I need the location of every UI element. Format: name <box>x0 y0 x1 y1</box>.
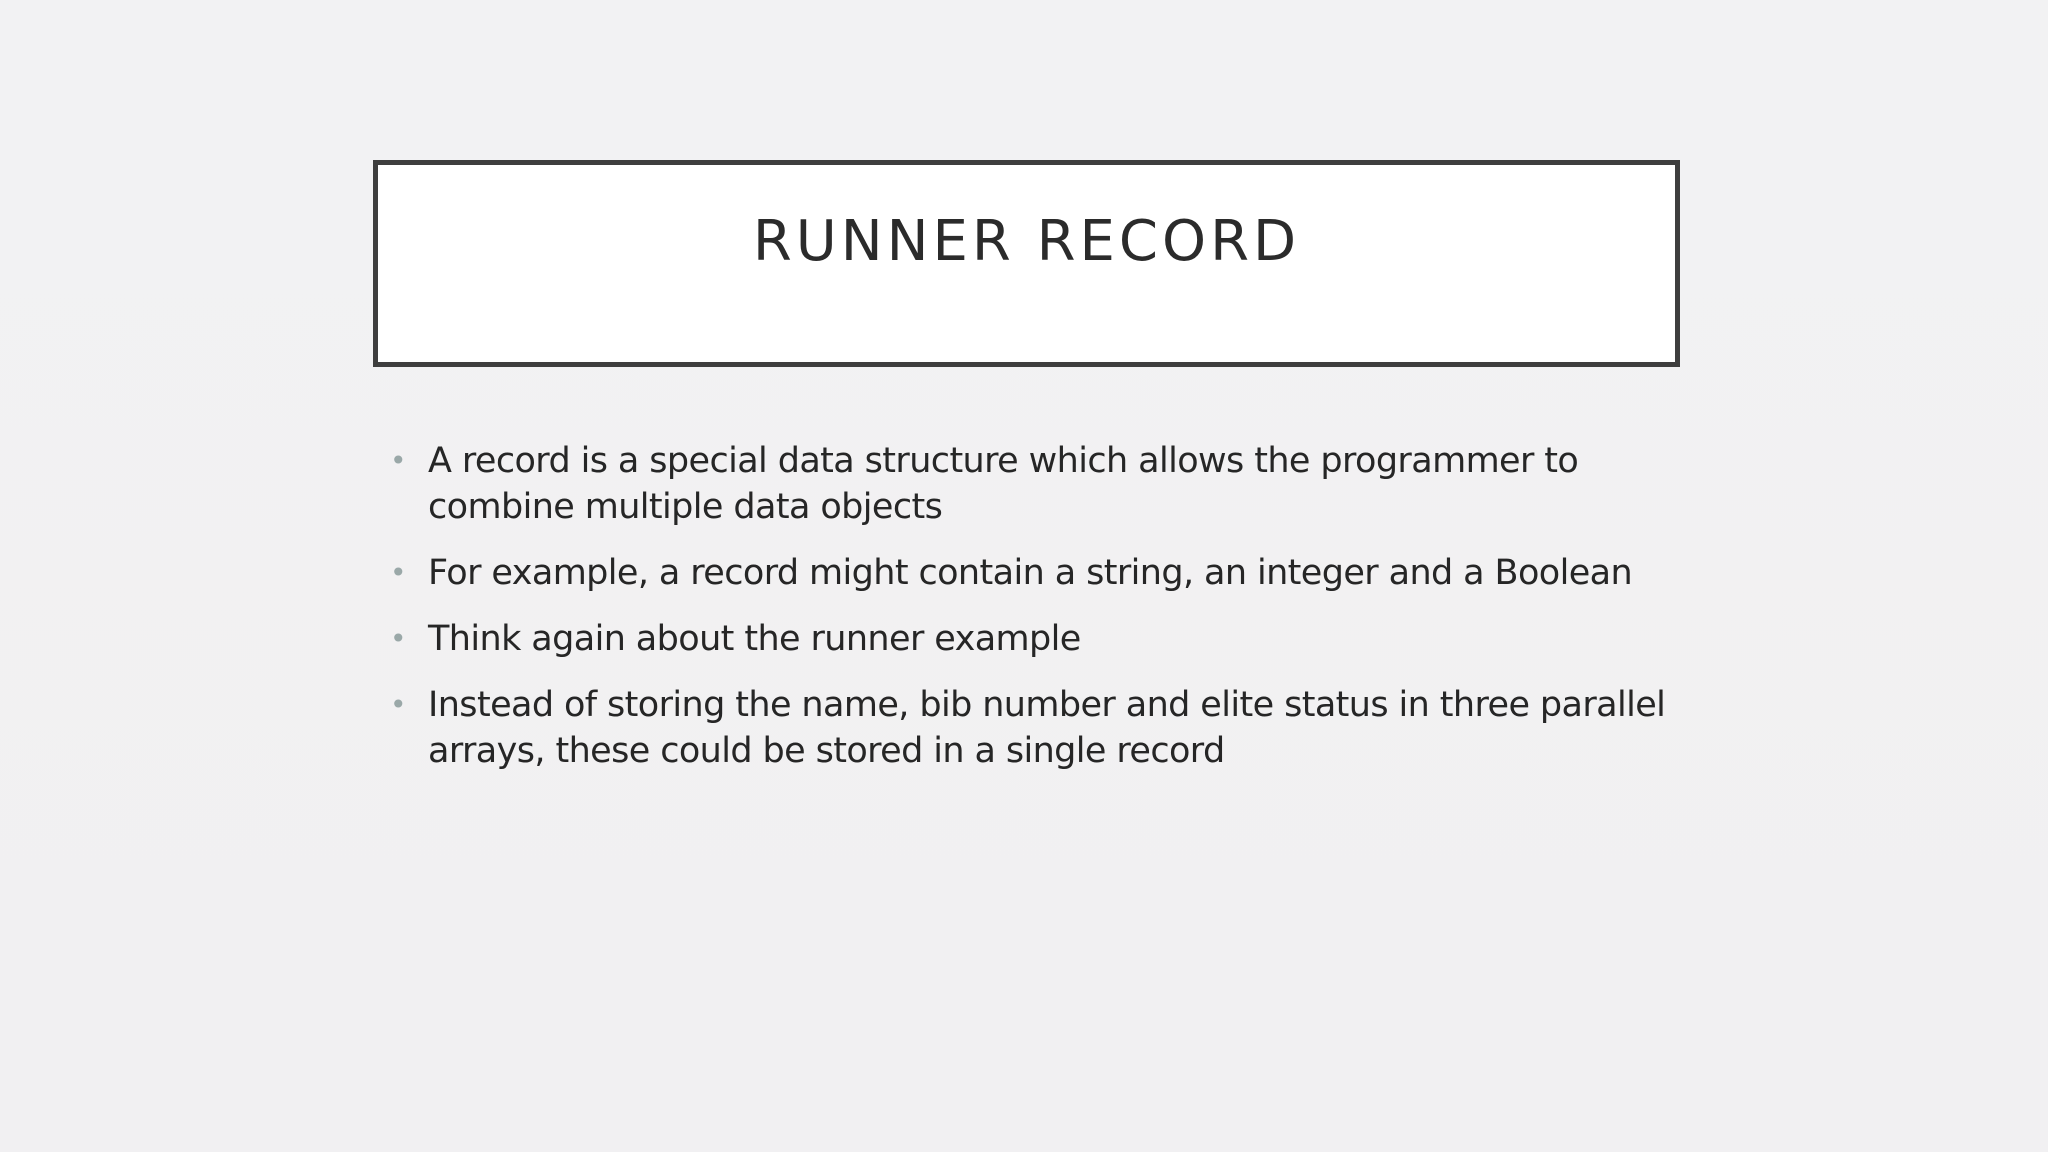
title-box <box>373 160 1680 367</box>
bullet-list <box>390 438 1680 794</box>
bullet-text: Instead of storing the name, bib number and elite status in three parallel arrays, these could be stored in a single record <box>428 685 1666 771</box>
bullet-point-icon: • <box>390 688 406 721</box>
bullet-item <box>390 682 1680 774</box>
slide-title: RUNNER RECORD <box>752 209 1301 274</box>
bullet-item <box>390 616 1680 662</box>
bullet-point-icon: • <box>390 444 406 477</box>
bullet-text: Think again about the runner example <box>428 619 1081 659</box>
bullet-item <box>390 550 1680 596</box>
bullet-text: A record is a special data structure which allows the programmer to combine multiple data objects <box>428 441 1579 527</box>
bullet-point-icon: • <box>390 622 406 655</box>
bullet-item <box>390 438 1680 530</box>
bullet-text: For example, a record might contain a string, an integer and a Boolean <box>428 553 1633 593</box>
bullet-point-icon: • <box>390 556 406 589</box>
